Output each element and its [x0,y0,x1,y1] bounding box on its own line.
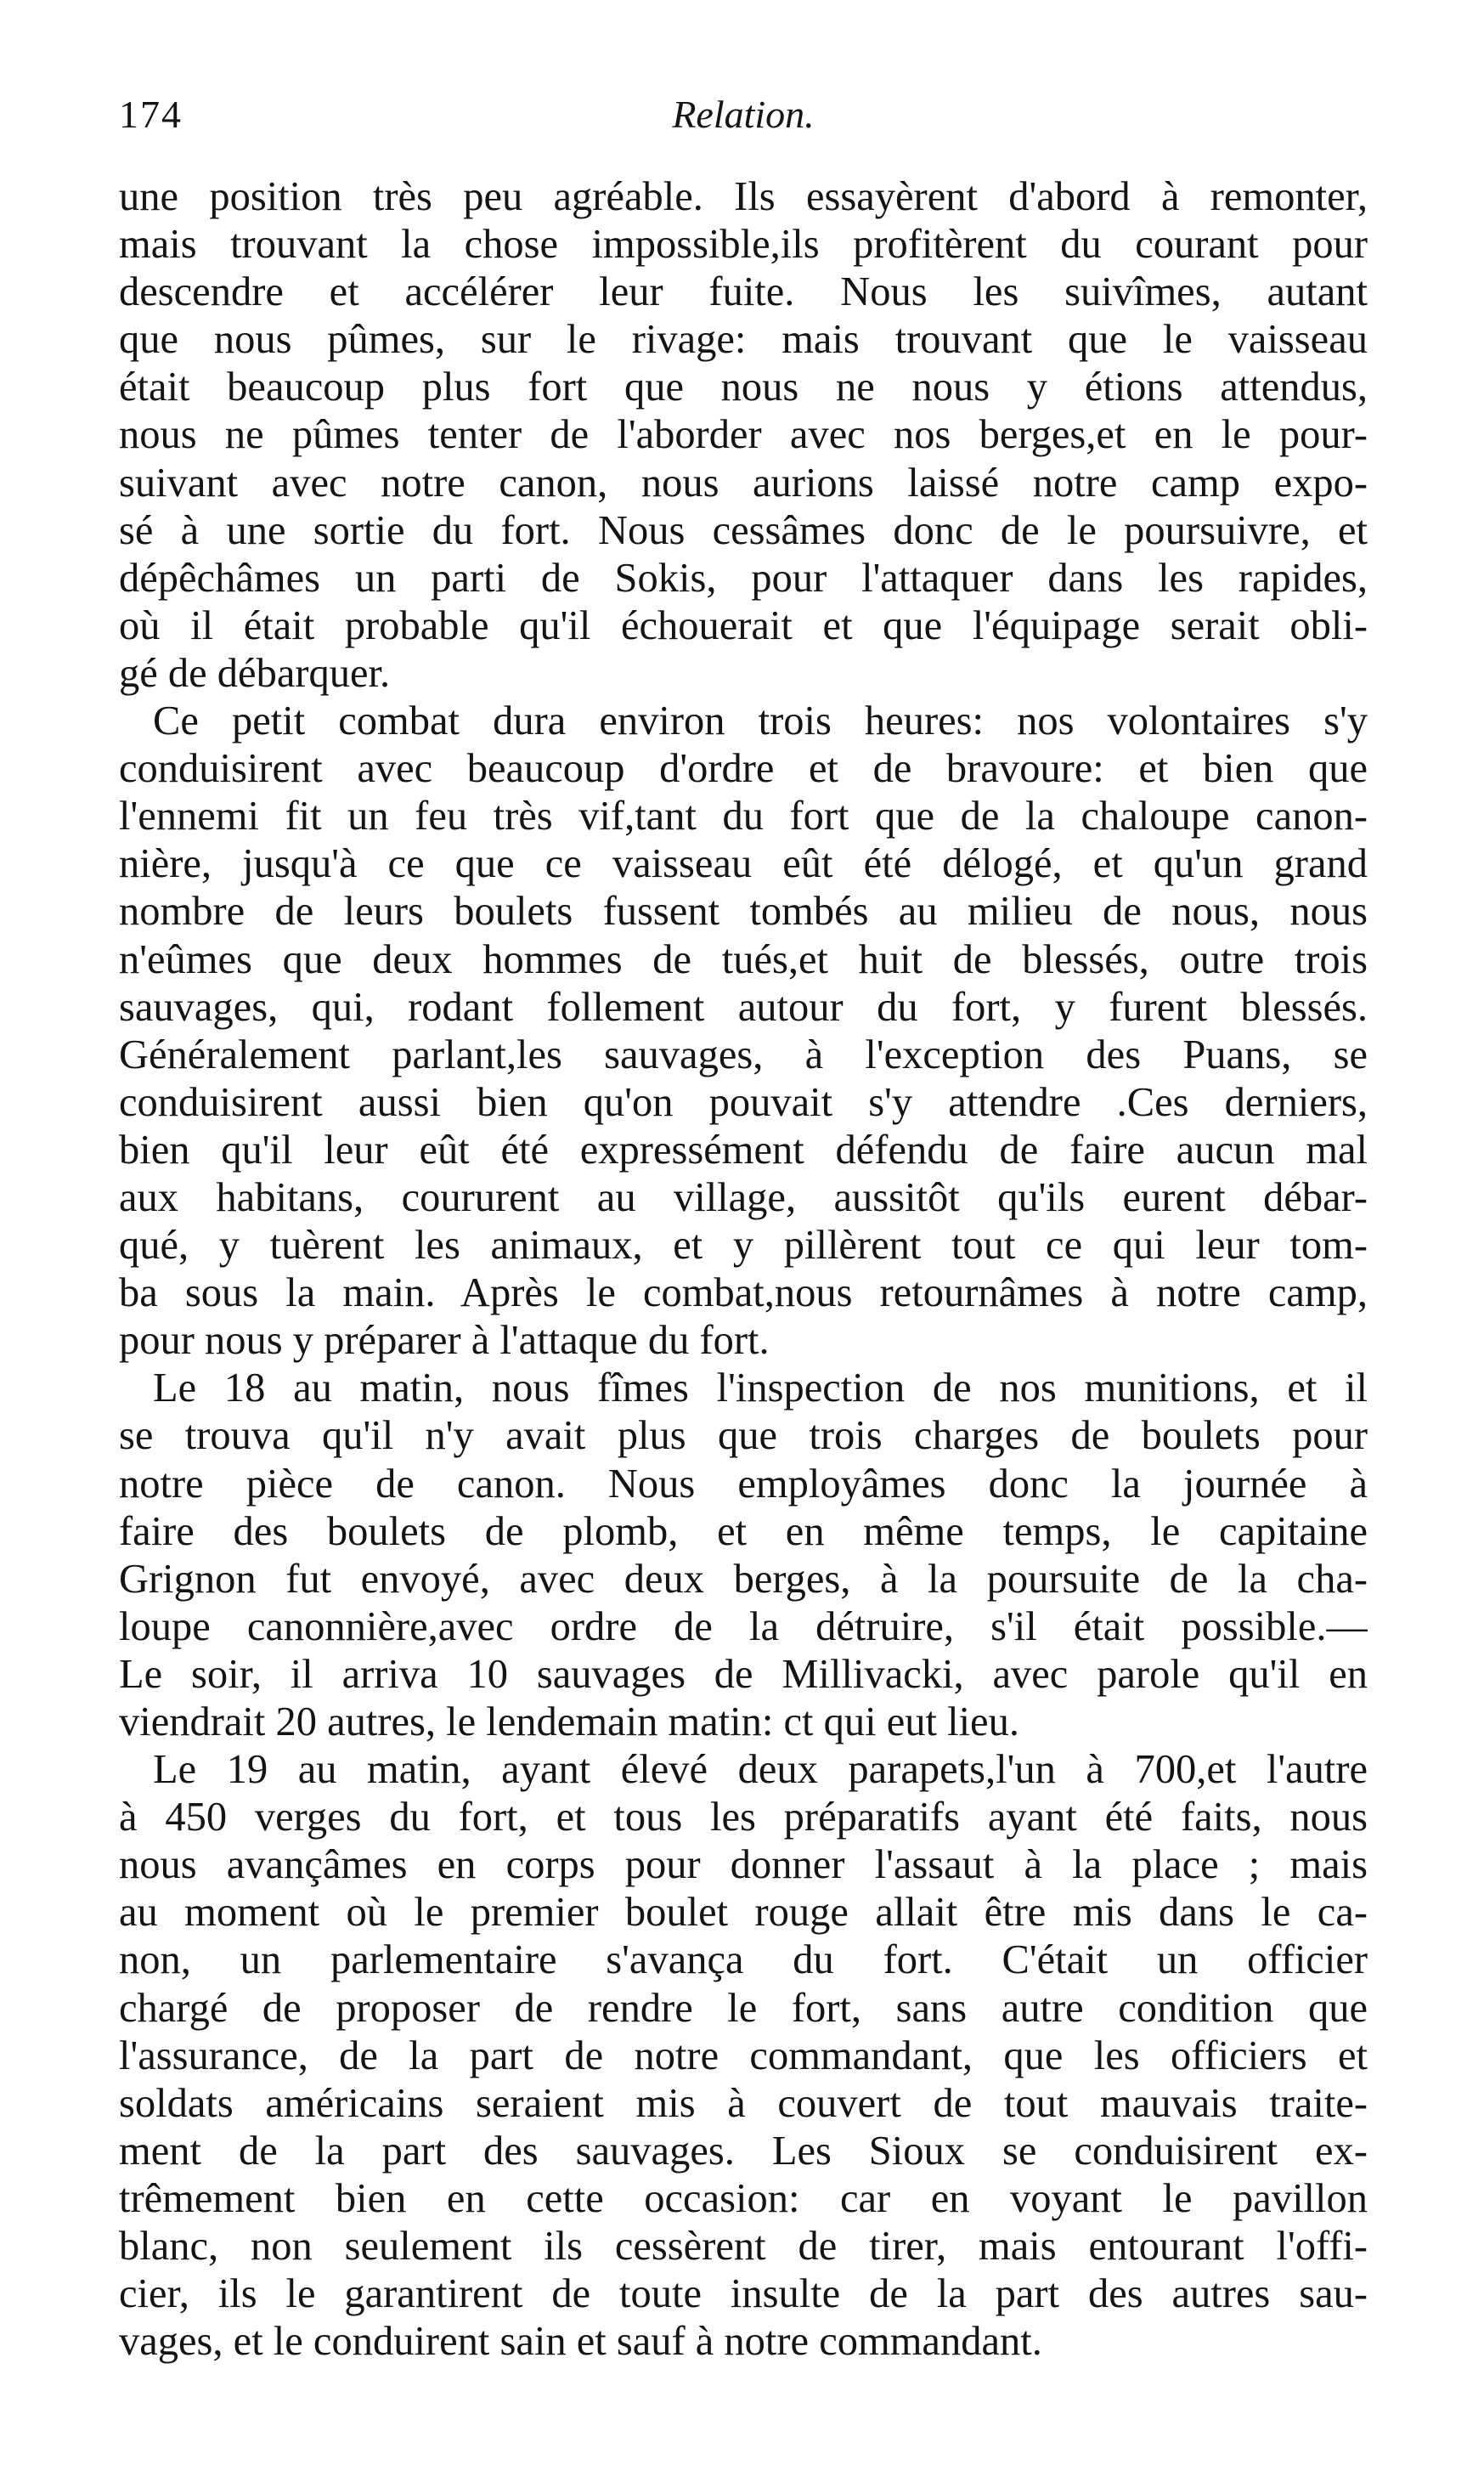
text-line: aux habitans, coururent au village, aussitôt qu'ils eurent débar- [119,1174,1368,1220]
text-line: conduisirent aussi bien qu'on pouvait s'y attendre .Ces derniers, [119,1079,1368,1125]
text-line: conduisirent avec beaucoup d'ordre et de bravoure: et bien que [119,746,1368,792]
text-line: loupe canonnière,avec ordre de la détruire, s'il était possible.— [119,1603,1368,1649]
text-line: suivant avec notre canon, nous aurions laissé notre camp expo- [119,460,1368,506]
text-line: pour nous y préparer à l'attaque du fort. [119,1318,770,1364]
text-line: trêmement bien en cette occasion: car en voyant le pavillon [119,2175,1368,2221]
text-line: Grignon fut envoyé, avec deux berges, à la poursuite de la cha- [119,1556,1368,1602]
text-line: n'eûmes que deux hommes de tués,et huit de blessés, outre trois [119,936,1368,982]
text-line: nière, jusqu'à ce que ce vaisseau eût été délogé, et qu'un grand [119,841,1368,887]
text-line: nous avançâmes en corps pour donner l'assaut à la place ; mais [119,1842,1368,1888]
text-line: chargé de proposer de rendre le fort, sans autre condition que [119,1985,1368,2031]
text-line: à 450 verges du fort, et tous les préparatifs ayant été faits, nous [119,1795,1368,1840]
text-line: était beaucoup plus fort que nous ne nous y étions attendus, [119,365,1368,410]
text-line: gé de débarquer. [119,650,391,696]
text-line: cier, ils le garantirent de toute insulte de la part des autres sau- [119,2271,1368,2317]
text-line: bien qu'il leur eût été expressément défendu de faire aucun mal [119,1127,1368,1173]
text-line: soldats américains seraient mis à couvert de tout mauvais traite- [119,2080,1368,2126]
page-number: 174 [119,93,183,136]
text-line: blanc, non seulement ils cessèrent de tirer, mais entourant l'offi- [119,2224,1368,2270]
text-line: descendre et accélérer leur fuite. Nous les suivîmes, autant [119,269,1368,315]
text-line: mais trouvant la chose impossible,ils profitèrent du courant pour [119,222,1368,268]
text-line: faire des boulets de plomb, et en même temps, le capitaine [119,1508,1368,1554]
text-line: que nous pûmes, sur le rivage: mais trouvant que le vaisseau [119,317,1368,363]
text-line: Le 19 au matin, ayant élevé deux parapets,l'un à 700,et l'autre [153,1747,1368,1793]
book-page [119,85,1368,2366]
text-line: sauvages, qui, rodant follement autour du fort, y furent blessés. [119,984,1368,1030]
text-line: l'ennemi fit un feu très vif,tant du fort que de la chaloupe canon- [119,794,1368,840]
text-line: Le soir, il arriva 10 sauvages de Millivacki, avec parole qu'il en [119,1651,1368,1697]
text-line: nombre de leurs boulets fussent tombés au milieu de nous, nous [119,889,1368,935]
text-line: qué, y tuèrent les animaux, et y pillèrent tout ce qui leur tom- [119,1223,1368,1269]
text-line: Ce petit combat dura environ trois heures: nos volontaires s'y [153,698,1368,744]
text-line: se trouva qu'il n'y avait plus que trois charges de boulets pour [119,1413,1368,1459]
text-line: Généralement parlant,les sauvages, à l'exception des Puans, se [119,1032,1368,1077]
text-line: notre pièce de canon. Nous employâmes donc la journée à [119,1461,1368,1507]
running-title: Relation. [672,93,815,136]
text-line: une position très peu agréable. Ils essayèrent d'abord à remonter, [119,174,1368,219]
text-line: au moment où le premier boulet rouge allait être mis dans le ca- [119,1890,1368,1936]
text-line: Le 18 au matin, nous fîmes l'inspection de nos munitions, et il [153,1365,1368,1411]
text-line: vages, et le conduirent sain et sauf à notre commandant. [119,2319,1042,2365]
page-header [119,85,1368,161]
text-line: ment de la part des sauvages. Les Sioux se conduisirent ex- [119,2128,1368,2174]
text-line: dépêchâmes un parti de Sokis, pour l'attaquer dans les rapides, [119,555,1368,601]
text-line: l'assurance, de la part de notre commandant, que les officiers et [119,2033,1368,2078]
body-text [119,173,1368,2366]
text-line: où il était probable qu'il échouerait et que l'équipage serait obli- [119,602,1368,648]
text-line: viendrait 20 autres, le lendemain matin: ct qui eut lieu. [119,1699,1019,1744]
text-line: nous ne pûmes tenter de l'aborder avec nos berges,et en le pour- [119,412,1368,458]
text-line: sé à une sortie du fort. Nous cessâmes donc de le poursuivre, et [119,507,1368,553]
text-line: non, un parlementaire s'avança du fort. C'était un officier [119,1937,1368,1983]
text-line: ba sous la main. Après le combat,nous retournâmes à notre camp, [119,1270,1368,1316]
